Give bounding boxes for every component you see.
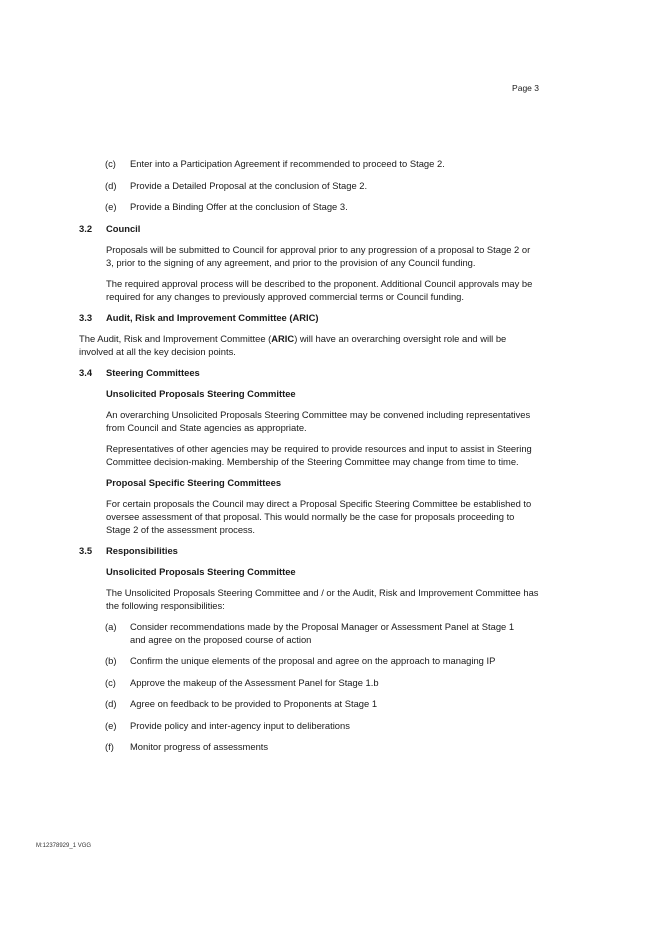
list-text: Provide a Detailed Proposal at the conclusion of Stage 2. (130, 179, 368, 191)
list-text: Provide policy and inter-agency input to deliberations (130, 719, 350, 731)
section-title: Audit, Risk and Improvement Committee (ARIC) (106, 311, 319, 323)
list-marker: (d) (105, 698, 117, 709)
list-marker: (e) (105, 201, 117, 212)
subheading: Unsolicited Proposals Steering Committee (106, 387, 296, 399)
page-number: Page 3 (512, 83, 539, 93)
subheading: Proposal Specific Steering Committees (106, 476, 282, 488)
section-number: 3.3 (79, 311, 93, 323)
paragraph: The required approval process will be described to the proponent. Additional Council approvals may be required for any changes to previously approved commercial terms or Council funding. (106, 277, 533, 302)
paragraph: For certain proposals the Council may direct a Proposal Specific Steering Committee be established to oversee assessment of that proposal. This would normally be the case for proposals proceeding to Stage 2 of the assessment process. (106, 497, 532, 535)
list-marker: (b) (105, 655, 117, 666)
document-reference: M:12378929_1 VGG (36, 843, 92, 849)
list-item (79, 697, 539, 710)
section-heading-council (79, 222, 539, 235)
list-item (79, 157, 539, 170)
list-item (79, 719, 539, 732)
list-text: Monitor progress of assessments (130, 741, 269, 752)
list-text: Enter into a Participation Agreement if recommended to proceed to Stage 2. (130, 158, 445, 169)
section-title: Council (106, 222, 141, 234)
paragraph: The Unsolicited Proposals Steering Committee and / or the Audit, Risk and Improvement Committee has the following responsibilities: (106, 586, 539, 611)
list-text: Consider recommendations made by the Proposal Manager or Assessment Panel at Stage 1 and agree on the proposed course of action (130, 620, 515, 645)
text-run: ) will have an overarching oversight role and will be involved at all the key decision points. (79, 332, 507, 357)
section-heading-aric (79, 311, 539, 324)
list-item (79, 740, 539, 753)
section-number: 3.5 (79, 544, 93, 556)
section-heading-responsibilities (79, 544, 539, 557)
text-run: The Audit, Risk and Improvement Committee ( (79, 332, 272, 344)
paragraph: An overarching Unsolicited Proposals Steering Committee may be convened including representatives from Council and State agencies as appropriate. (106, 408, 531, 433)
list-item (79, 620, 539, 646)
section-heading-steering-committees (79, 366, 539, 379)
list-marker: (c) (105, 158, 116, 169)
list-marker: (e) (105, 719, 117, 731)
section-number: 3.2 (79, 222, 93, 234)
list-marker: (a) (105, 620, 117, 632)
section-title: Steering Committees (106, 366, 200, 378)
paragraph: Representatives of other agencies may be required to provide resources and input to assist in Steering Committee decision-making. Membership of the Steering Committee may change from time to time. (106, 442, 532, 467)
list-text: Confirm the unique elements of the proposal and agree on the approach to managing IP (130, 655, 496, 666)
document-body (79, 157, 539, 762)
paragraph: Proposals will be submitted to Council for approval prior to any progression of a proposal to Stage 2 or 3, prior to the signing of any agreement, and prior to the provision of any Council funding. (106, 243, 531, 268)
paragraph (79, 332, 539, 358)
section-title: Responsibilities (106, 544, 178, 556)
list-marker: (f) (105, 741, 114, 752)
list-marker: (c) (105, 676, 116, 688)
list-item (79, 179, 539, 192)
section-number: 3.4 (79, 366, 93, 378)
list-text: Approve the makeup of the Assessment Panel for Stage 1.b (130, 676, 379, 688)
list-item (79, 200, 539, 213)
subheading: Unsolicited Proposals Steering Committee (106, 565, 296, 577)
list-marker: (d) (105, 179, 117, 191)
list-text: Provide a Binding Offer at the conclusion of Stage 3. (130, 201, 348, 212)
list-text: Agree on feedback to be provided to Proponents at Stage 1 (130, 698, 378, 709)
text-run-bold: ARIC (271, 332, 295, 344)
list-item (79, 676, 539, 689)
list-item (79, 654, 539, 667)
